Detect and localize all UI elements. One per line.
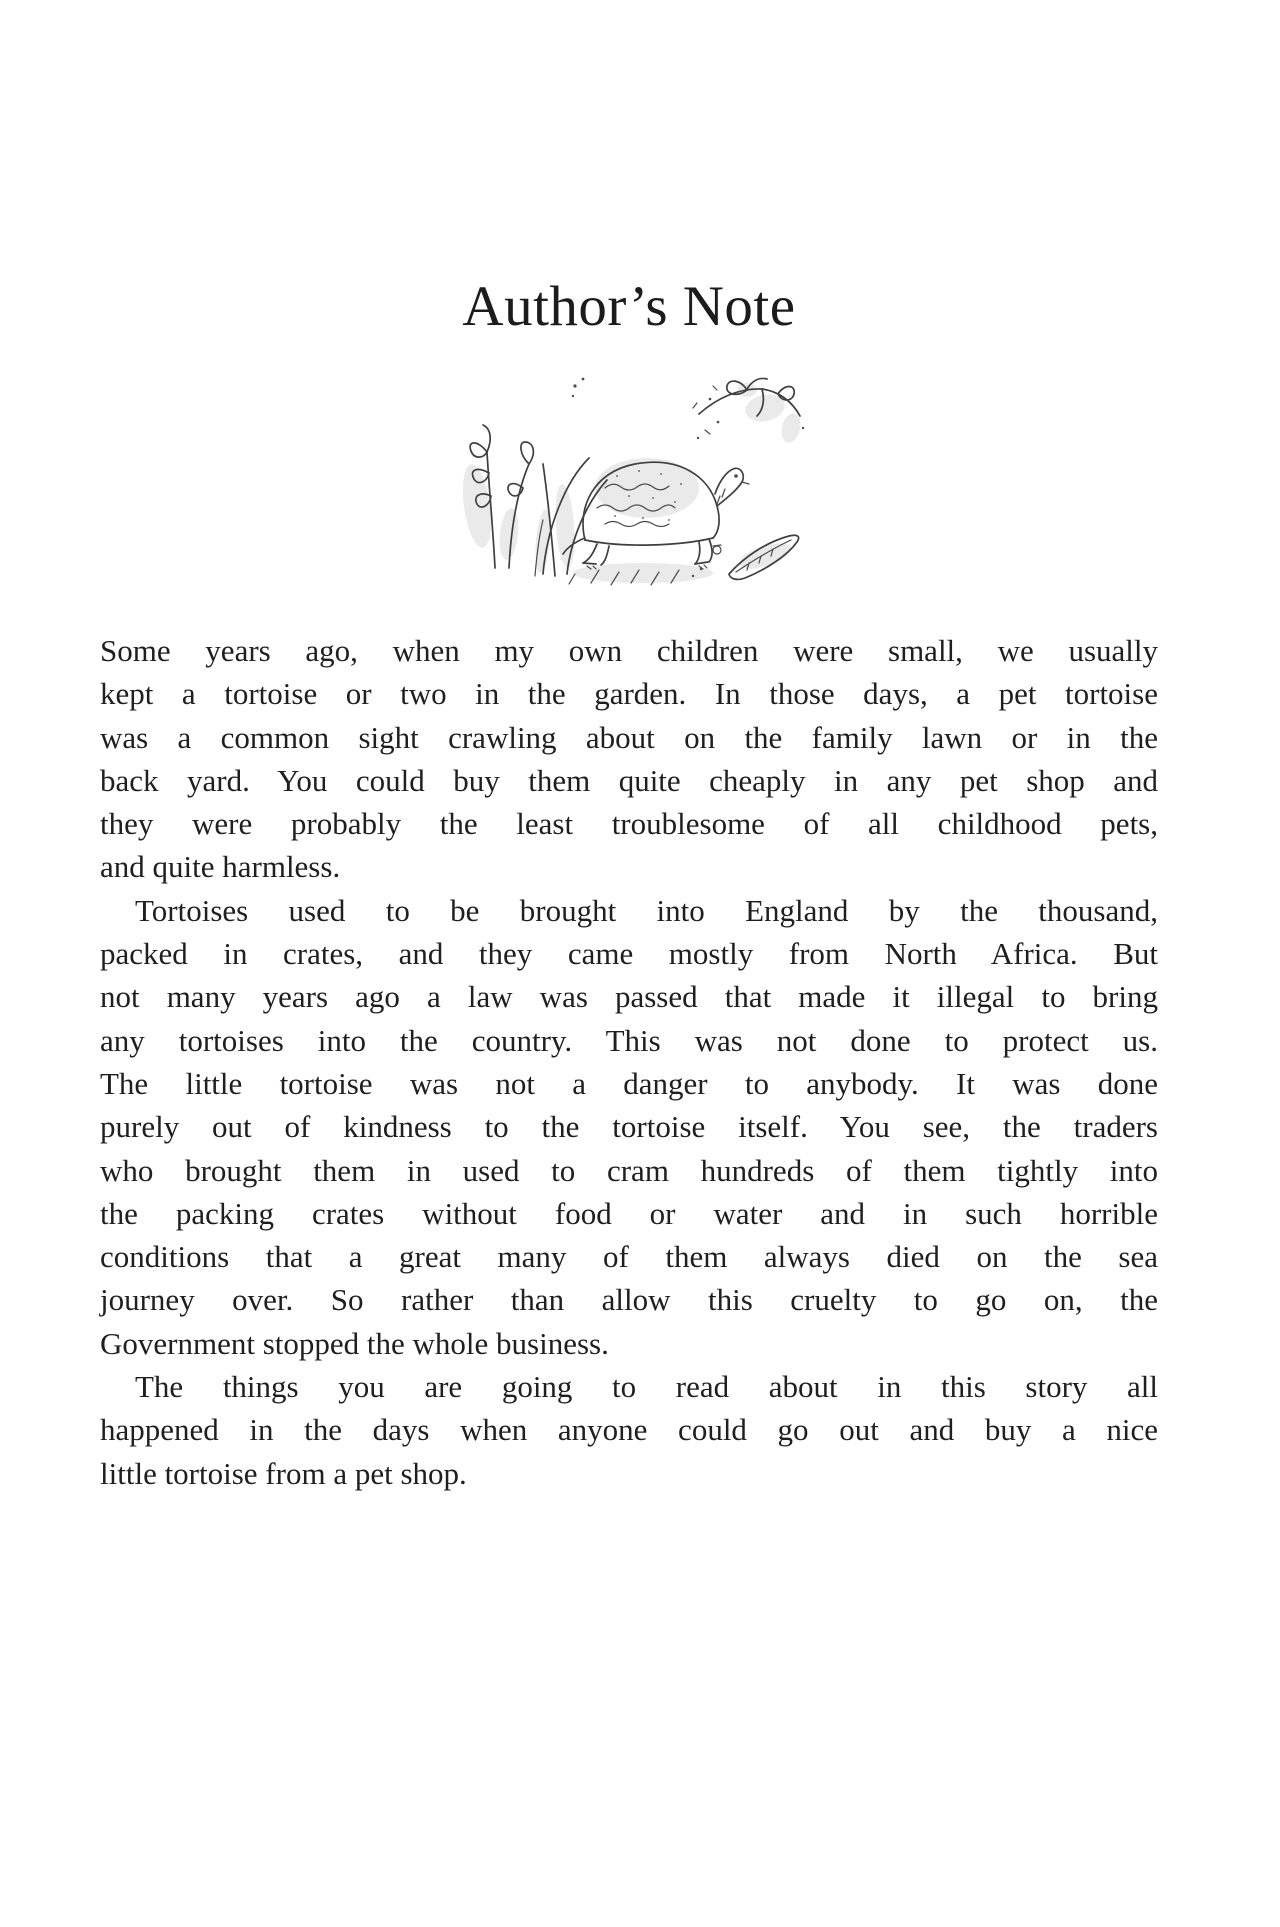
text-line: purely out of kindness to the tortoise itself. You see, the traders: [100, 1109, 1158, 1145]
text-line: the packing crates without food or water and in such horrible: [100, 1195, 1158, 1231]
body-text: [100, 629, 1158, 1495]
text-line: Government stopped the whole business.: [100, 1325, 609, 1361]
text-line: Tortoises used to be brought into England by the thousand,: [135, 892, 1158, 928]
paragraph: [100, 629, 1158, 889]
text-line: and quite harmless.: [100, 849, 341, 885]
text-line: The things you are going to read about in this story all: [135, 1369, 1158, 1405]
text-line: not many years ago a law was passed that made it illegal to bring: [100, 979, 1158, 1015]
text-line: back yard. You could buy them quite cheaply in any pet shop and: [100, 762, 1158, 798]
text-line: The little tortoise was not a danger to anybody. It was done: [100, 1065, 1158, 1101]
text-line: Some years ago, when my own children were small, we usually: [100, 633, 1158, 668]
text-line: who brought them in used to cram hundreds of them tightly into: [100, 1152, 1158, 1188]
page-title: Author’s Note: [462, 275, 796, 338]
tortoise-illustration: [447, 376, 812, 590]
paragraph: [100, 1365, 1158, 1495]
text-line: was a common sight crawling about on the family lawn or in the: [100, 719, 1158, 755]
paragraph: [100, 889, 1158, 1365]
text-line: happened in the days when anyone could go out and buy a nice: [100, 1412, 1158, 1448]
text-line: packed in crates, and they came mostly from North Africa. But: [100, 936, 1158, 972]
text-line: any tortoises into the country. This was not done to protect us.: [100, 1022, 1158, 1058]
tortoise-sketch-svg: [447, 376, 812, 590]
text-line: little tortoise from a pet shop.: [100, 1455, 467, 1491]
text-line: they were probably the least troublesome of all childhood pets,: [100, 806, 1158, 842]
text-line: journey over. So rather than allow this cruelty to go on, the: [100, 1282, 1158, 1318]
text-line: conditions that a great many of them always died on the sea: [100, 1239, 1158, 1275]
text-line: kept a tortoise or two in the garden. In those days, a pet tortoise: [100, 676, 1158, 712]
